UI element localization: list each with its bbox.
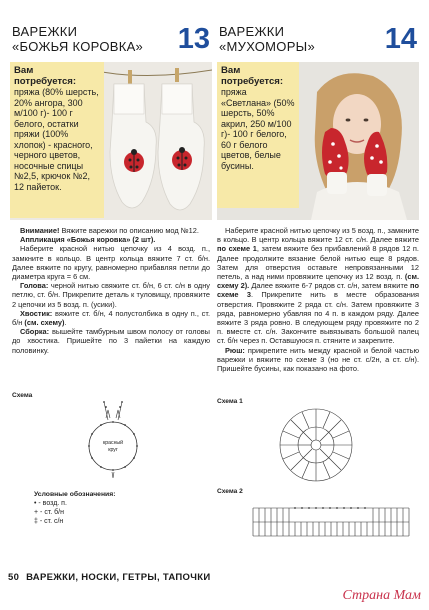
legend	[34, 490, 194, 526]
page-number: 50	[8, 572, 20, 583]
materials-text: пряжа «Светлана» (50% шерсть, 50% акрил, 250 м/100 г)- 100 г белого, 60 г белого цветов, белые бусины.	[221, 87, 295, 171]
scheme1-label: Схема 1	[217, 398, 243, 405]
article-number: 13	[177, 23, 210, 55]
ladybug-scheme	[68, 398, 158, 482]
tail-label: Хвостик:	[20, 308, 53, 318]
materials-heading-1: Вам	[221, 65, 241, 76]
applique-heading: Аппликация «Божья коровка» (2 шт).	[20, 235, 156, 245]
legend-title: Условные обозначения:	[34, 491, 116, 498]
tail-end: .	[64, 318, 67, 328]
note-label: Внимание!	[20, 226, 60, 235]
scheme1-drawing	[255, 404, 377, 486]
scheme-center-label-2: круг	[108, 447, 118, 453]
site-watermark: Страна Мам	[342, 588, 421, 603]
scheme2-label: Схема 2	[217, 488, 243, 495]
body-text: Наберите красной нитью цепочку из 5 возд. п., замкните в кольцо. В центр кольца вяжите 12 ст. с/н. Далее вяжите	[217, 226, 419, 245]
assembly-text: вышейте тамбурным швом полосу от головы до хвостика. Пришейте по 3 пайетки на каждую половинку.	[12, 327, 210, 355]
legend-text: - возд. п.	[38, 500, 67, 507]
article-number: 14	[384, 23, 417, 55]
ruffle-text: прикрепите нить между красной и белой частью варежки и вяжите по схеме 3 (но не ст. с/2н, а ст. с/н). Пришейте бусины, как показано на фото.	[217, 345, 419, 374]
article-ladybug	[8, 0, 214, 575]
legend-item	[34, 499, 194, 508]
instructions	[12, 226, 210, 355]
head-text: черной нитью свяжите ст. б/н, 6 ст. с/н в одну петлю, ст. б/н. Прикрепите деталь к туловищу, провяжите 2 цепочки из 5 возд. п. (усики).	[12, 281, 210, 309]
article-title-line1: ВАРЕЖКИ	[12, 24, 78, 39]
scheme2-drawing	[251, 498, 411, 548]
scheme-center-label: красный	[102, 440, 124, 446]
article-title-line1: ВАРЕЖКИ	[219, 24, 285, 39]
article-header	[8, 0, 214, 58]
air-loop-symbol: •	[34, 500, 37, 507]
body-text: , затем вяжите без прибавлений 8 рядов 12 п. Далее продолжите вязание белой нитью еще 8 рядов. Затем для отверстия оставьте непровязанными 12 петель, а над ними провяжите цепочку из 12 возд. п.	[217, 244, 419, 282]
scheme3-ref: по схеме 3	[217, 281, 419, 300]
head-label: Голова:	[20, 281, 49, 291]
assembly-label: Сборка:	[20, 327, 50, 337]
scheme1-diagram	[255, 404, 377, 486]
note-text: Вяжите варежки по описанию мод №12.	[59, 226, 199, 235]
body-text: Далее вяжите 6-7 рядов ст. с/н, затем вяжите	[249, 281, 411, 291]
article-title-line2: «МУХОМОРЫ»	[219, 39, 316, 54]
double-crochet-symbol: ‡	[34, 518, 38, 525]
scheme-label: Схема	[12, 392, 33, 399]
materials-box	[10, 62, 104, 218]
applique-text: Наберите красной нитью цепочку из 4 возд. п., замкните в кольцо. В центр кольца вяжите 7 ст. б/н. Далее вяжите по кругу, равномерно прибавляя петли до диаметра круга = 6 см.	[12, 244, 210, 282]
article-mushroom	[215, 0, 421, 575]
materials-box	[217, 62, 299, 208]
article-title-line2: «БОЖЬЯ КОРОВКА»	[12, 39, 144, 54]
article-header	[215, 0, 421, 58]
legend-text: - ст. б/н	[40, 509, 64, 516]
scheme2-ref: (см. схему 2).	[217, 272, 419, 291]
materials-heading-2: потребуется:	[14, 76, 77, 87]
legend-item	[34, 517, 194, 526]
scheme2-diagram	[251, 498, 411, 548]
legend-text: - ст. с/н	[39, 518, 64, 525]
single-crochet-symbol: +	[34, 509, 39, 516]
instructions	[217, 226, 419, 373]
ruffle-label: Рюш:	[225, 345, 245, 355]
legend-item	[34, 508, 194, 517]
materials-heading-1: Вам	[14, 65, 34, 76]
body-text: . Прикрепите нить в месте образования отверстия. Провяжите 2 ряда ст. с/н. Затем провяжите 3 ряда, равномерно убавляя по 4 п. в каждом ряду. Далее вяжите 3 ряда ровно. В следующем ряду провяжите по 2 п. вместе ст. с/н. Закончите вывязывать большой палец ст. б/н через п. Оставшуюся п. стяните и закрепите.	[217, 290, 419, 346]
materials-heading-2: потребуется:	[221, 76, 284, 87]
scheme1-ref: по схеме 1	[217, 244, 257, 254]
ladybug-scheme-drawing	[68, 398, 158, 482]
tail-scheme-ref: (см. схему)	[24, 318, 65, 328]
materials-text: пряжа (80% шерсть, 20% ангора, 300 м/100 г)- 100 г белого, остатки пряжи (100% хлопок) - красного, черного цветов, носочные спицы №2,5, крючок №2, 12 пайеток.	[14, 87, 99, 192]
section-title: ВАРЕЖКИ, НОСКИ, ГЕТРЫ, ТАПОЧКИ	[26, 572, 211, 583]
tail-text: вяжите ст. б/н, 4 полустолбика в одну п., ст. б/н	[12, 308, 210, 328]
